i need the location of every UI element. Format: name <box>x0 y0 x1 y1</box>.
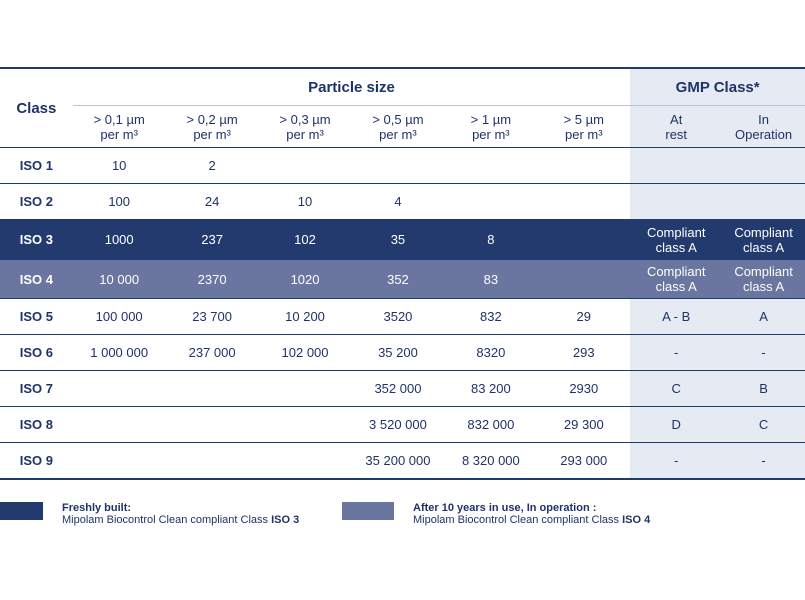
particle-count-cell: 24 <box>166 184 259 220</box>
particle-count-cell <box>537 260 630 299</box>
particle-count-cell: 8 <box>444 220 537 260</box>
legend-title: Freshly built: <box>62 502 132 514</box>
class-cell: ISO 6 <box>0 335 73 371</box>
gmp-in-operation-cell: B <box>722 371 805 407</box>
particle-count-cell: 832 <box>444 299 537 335</box>
particle-count-cell <box>259 148 352 184</box>
particle-count-cell: 10 <box>73 148 166 184</box>
particle-column-header: > 0,1 µm per m³ <box>73 106 166 148</box>
iso-classification-table-wrapper <box>0 67 805 480</box>
particle-count-cell: 100 000 <box>73 299 166 335</box>
table-row <box>0 260 805 299</box>
particle-count-cell: 1000 <box>73 220 166 260</box>
gmp-in-operation-cell: - <box>722 335 805 371</box>
legend-text: Mipolam Biocontrol Clean compliant Class ISO 4 <box>413 514 651 526</box>
table-row <box>0 148 805 184</box>
particle-count-cell <box>444 184 537 220</box>
legend-swatch-iso3 <box>0 502 43 520</box>
gmp-in-operation-cell: A <box>722 299 805 335</box>
legend-text: Mipolam Biocontrol Clean compliant Class ISO 3 <box>62 514 300 526</box>
gmp-class-header: GMP Class* <box>630 68 805 106</box>
particle-count-cell: 4 <box>351 184 444 220</box>
class-cell: ISO 8 <box>0 407 73 443</box>
table-row <box>0 335 805 371</box>
particle-count-cell <box>73 443 166 480</box>
particle-count-cell: 23 700 <box>166 299 259 335</box>
particle-count-cell: 35 <box>351 220 444 260</box>
class-cell: ISO 1 <box>0 148 73 184</box>
particle-count-cell: 29 <box>537 299 630 335</box>
particle-count-cell: 8320 <box>444 335 537 371</box>
particle-column-header: > 0,2 µm per m³ <box>166 106 259 148</box>
particle-count-cell <box>444 148 537 184</box>
gmp-at-rest-cell <box>630 148 722 184</box>
gmp-in-operation-cell: Compliant class A <box>722 220 805 260</box>
particle-count-cell: 3 520 000 <box>351 407 444 443</box>
class-cell: ISO 4 <box>0 260 73 299</box>
particle-count-cell: 2930 <box>537 371 630 407</box>
particle-count-cell <box>73 371 166 407</box>
class-cell: ISO 9 <box>0 443 73 480</box>
particle-count-cell: 83 <box>444 260 537 299</box>
table-row <box>0 220 805 260</box>
particle-count-cell: 100 <box>73 184 166 220</box>
particle-count-cell: 237 <box>166 220 259 260</box>
gmp-at-rest-cell <box>630 184 722 220</box>
class-cell: ISO 7 <box>0 371 73 407</box>
table-row <box>0 443 805 480</box>
particle-column-header: > 0,3 µm per m³ <box>259 106 352 148</box>
particle-count-cell: 102 000 <box>259 335 352 371</box>
particle-count-cell <box>73 407 166 443</box>
particle-count-cell: 10 200 <box>259 299 352 335</box>
particle-count-cell: 293 000 <box>537 443 630 480</box>
particle-count-cell: 3520 <box>351 299 444 335</box>
particle-count-cell <box>537 148 630 184</box>
particle-size-header: Particle size <box>73 68 631 106</box>
gmp-in-operation-cell: Compliant class A <box>722 260 805 299</box>
particle-count-cell: 352 000 <box>351 371 444 407</box>
particle-count-cell: 83 200 <box>444 371 537 407</box>
particle-count-cell: 1 000 000 <box>73 335 166 371</box>
gmp-at-rest-cell: D <box>630 407 722 443</box>
gmp-in-operation-cell: C <box>722 407 805 443</box>
class-cell: ISO 2 <box>0 184 73 220</box>
particle-column-header: > 0,5 µm per m³ <box>351 106 444 148</box>
particle-count-cell <box>166 407 259 443</box>
particle-count-cell: 10 <box>259 184 352 220</box>
particle-count-cell <box>166 371 259 407</box>
particle-count-cell: 293 <box>537 335 630 371</box>
particle-count-cell <box>537 220 630 260</box>
particle-count-cell: 35 200 000 <box>351 443 444 480</box>
particle-count-cell: 352 <box>351 260 444 299</box>
gmp-in-operation-cell: - <box>722 443 805 480</box>
class-header: Class <box>0 68 73 148</box>
table-body <box>0 148 805 480</box>
table-row <box>0 184 805 220</box>
particle-count-cell <box>259 443 352 480</box>
particle-count-cell: 237 000 <box>166 335 259 371</box>
legend-item-freshly-built <box>62 502 299 526</box>
particle-count-cell: 8 320 000 <box>444 443 537 480</box>
gmp-at-rest-cell: Compliant class A <box>630 220 722 260</box>
particle-count-cell: 1020 <box>259 260 352 299</box>
table-row <box>0 371 805 407</box>
class-cell: ISO 5 <box>0 299 73 335</box>
particle-count-cell <box>537 184 630 220</box>
particle-count-cell: 29 300 <box>537 407 630 443</box>
table-row <box>0 407 805 443</box>
particle-count-cell: 2370 <box>166 260 259 299</box>
gmp-at-rest-cell: - <box>630 335 722 371</box>
gmp-at-rest-cell: A - B <box>630 299 722 335</box>
gmp-at-rest-cell: C <box>630 371 722 407</box>
gmp-in-operation-header: In Operation <box>722 106 805 148</box>
particle-count-cell: 102 <box>259 220 352 260</box>
particle-count-cell <box>259 371 352 407</box>
legend-item-after-10-years <box>413 502 650 526</box>
legend-swatch-iso4 <box>342 502 394 520</box>
legend-title: After 10 years in use, In operation : <box>413 502 597 514</box>
iso-classification-table <box>0 67 805 480</box>
table-row <box>0 299 805 335</box>
gmp-in-operation-cell <box>722 148 805 184</box>
particle-count-cell <box>259 407 352 443</box>
particle-count-cell: 35 200 <box>351 335 444 371</box>
gmp-at-rest-cell: Compliant class A <box>630 260 722 299</box>
particle-column-header: > 5 µm per m³ <box>537 106 630 148</box>
particle-count-cell: 10 000 <box>73 260 166 299</box>
gmp-in-operation-cell <box>722 184 805 220</box>
particle-count-cell: 2 <box>166 148 259 184</box>
gmp-at-rest-header: At rest <box>630 106 722 148</box>
class-cell: ISO 3 <box>0 220 73 260</box>
gmp-at-rest-cell: - <box>630 443 722 480</box>
particle-count-cell: 832 000 <box>444 407 537 443</box>
particle-column-header: > 1 µm per m³ <box>444 106 537 148</box>
particle-count-cell <box>351 148 444 184</box>
particle-count-cell <box>166 443 259 480</box>
